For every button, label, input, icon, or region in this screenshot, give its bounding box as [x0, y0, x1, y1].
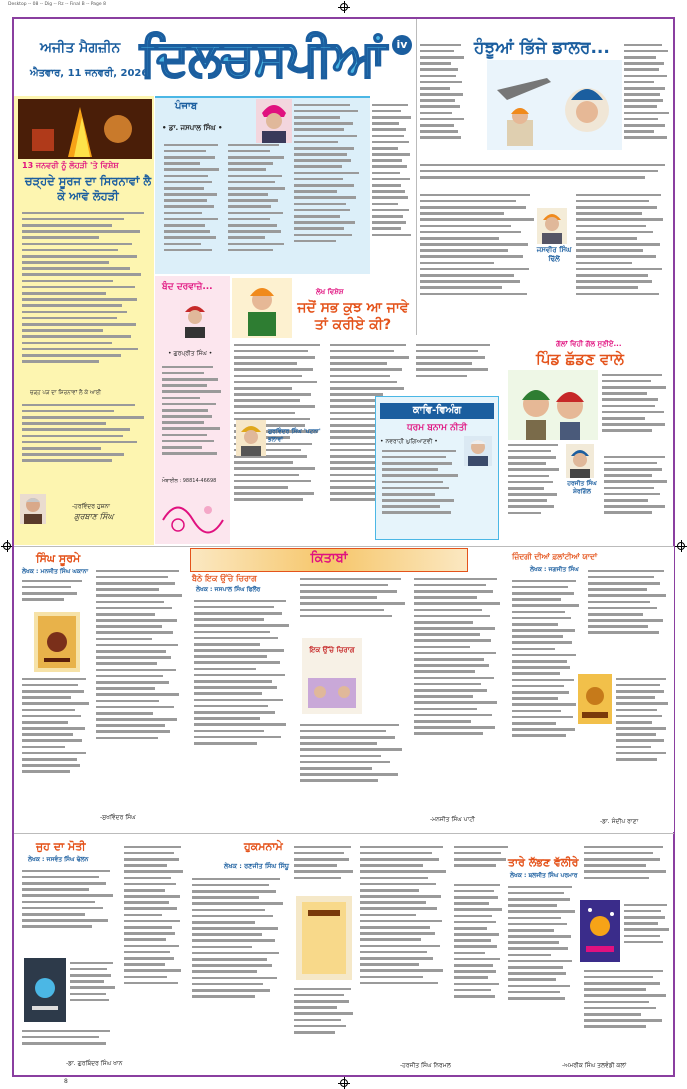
kitab3-author: ਲੇਖਕ : ਜਗਜੀਤ ਸਿੰਘ [530, 566, 579, 573]
hanjuan-illustration [487, 60, 622, 150]
bottom3-title: ਤਾਰੇ ਲੱਭਣ ਵੱਲੀਰੇ [508, 856, 579, 869]
gallan-kicker: ਗੱਲਾਂ ਵਿਹੀ ਗੱਲ ਸੁਣੀਏ... [556, 340, 622, 348]
small-notice-text [416, 340, 496, 392]
bottom2-sign: -ਹਰਜੀਤ ਸਿੰਘ ਨਿਰਮਲ [400, 1062, 451, 1069]
lohri-headline: ਚੜ੍ਹਦੇ ਸੂਰਜ ਦਾ ਸਿਰਨਾਵਾਂ ਲੈ ਕੇ ਆਵੇ ਲੋਹੜੀ [24, 174, 152, 203]
bottom3-body-3 [584, 842, 672, 898]
bottom3-body-5 [584, 966, 672, 1060]
print-slug: Desktop -- 08 -- Dig -- Rz -- Final B -- Page 8 [8, 2, 106, 7]
kaav-vyang-heading: ਕਾਵਿ-ਵਿਅੰਗ [380, 403, 494, 419]
kaav-vyang-poem [382, 446, 462, 536]
kitab1-author: ਲੇਖਕ : ਮਨਜੀਤ ਸਿੰਘ ਘਕਾਨਾ [22, 568, 89, 575]
jado-sabh-author: ਗੁਰਵਿੰਦਰ ਸਿੰਘ 'ਪਟਨਾ' ਭਲਾਵਾਂ [268, 428, 321, 443]
bottom3-lead [454, 842, 514, 878]
page-folio: 8 [64, 1078, 68, 1085]
punjab-poem-col1 [164, 140, 224, 270]
kitab3-sign: -ਡਾ. ਸੰਦੀਪ ਰਾਣਾ [600, 818, 639, 825]
gallan-author: ਹਰਜੀਤ ਸਿੰਘ ਸ਼ੇਰਗਿੱਲ [567, 480, 597, 495]
kitab2-body-4 [414, 574, 504, 814]
lohri-body-text [22, 208, 150, 388]
lohri-author-photo [20, 494, 46, 524]
lohri-author: -ਹਰਵਿੰਦਰ ਹੁਸ਼ਨਾ [72, 503, 111, 510]
page-badge: iv [392, 35, 412, 55]
kitab2-body-2 [300, 574, 410, 636]
bottom3-author: ਲੇਖਕ : ਬਲਜੀਤ ਸਿੰਘ ਪਰਮਾਰ [510, 872, 578, 879]
jado-sabh-author-photo [236, 420, 266, 456]
bottom1-body-2 [70, 958, 118, 1024]
kitab1-body-2 [96, 566, 186, 812]
bottom3-body-2 [454, 880, 504, 1060]
register-mark [338, 1, 350, 13]
kitab2-body-3 [300, 720, 410, 812]
lohri-caption: 13 ਜਨਵਰੀ ਨੂੰ ਲੋਹੜੀ 'ਤੇ ਵਿਸ਼ੇਸ਼ [22, 161, 119, 170]
bottom3-cover [580, 900, 620, 962]
band-darwaje-poem [162, 362, 226, 478]
bottom1-sign: -ਡਾ. ਗੁਰਬਿੰਦਰ ਸਿੰਘ ਖਾਨ [66, 1060, 123, 1067]
hanjuan-col-left [420, 40, 468, 160]
kitab1-body [22, 674, 92, 814]
kitab1-title: ਸਿੰਘ ਸੂਰਮੇ [36, 552, 81, 565]
punjab-poem-col3 [294, 100, 364, 270]
bottom3-body-4 [624, 900, 672, 964]
bottom2-body-2 [294, 842, 356, 894]
punjab-author-photo [256, 99, 292, 143]
punjab-poem-col2 [228, 140, 290, 270]
band-darwaje-author-photo [180, 300, 210, 338]
kitab1-cover [34, 612, 80, 672]
kitab1-meta [22, 576, 92, 612]
bottom1-body-3 [22, 1026, 118, 1058]
bottom2-body-3 [294, 984, 356, 1060]
bottom-divider [14, 833, 674, 834]
hanjuan-body-3 [576, 190, 670, 330]
bottom2-body-4 [360, 842, 450, 1060]
gallan-author-photo [566, 444, 594, 478]
kaav-vyang-author: • ਨਵਰਾਹੀ ਘੁਗਿਆਣਵੀ • [380, 438, 438, 445]
kitaban-banner-title: ਕਿਤਾਬਾਂ [310, 551, 348, 566]
kaav-vyang-subheading: ਧਰਮ ਬਨਾਮ ਨੀਤੀ [407, 423, 467, 433]
masthead-title: ਦਿਲਚਸਪੀਆਂ [140, 29, 386, 87]
band-darwaje-author: • ਗੁਰਪ੍ਰੀਤ ਸਿੰਘ • [168, 350, 213, 357]
bottom3-sign: -ਅਮਰੀਕ ਸਿੰਘ ਤਲਵੰਡੀ ਕਲਾਂ [562, 1062, 627, 1069]
hanjuan-author: ਜਸਵੀਰ ਸਿੰਘ ਢਿੱਲੋਂ [536, 246, 572, 263]
masthead-brand: ਅਜੀਤ ਮੈਗਜ਼ੀਨ [40, 40, 121, 56]
bottom1-title: ਜੁਹ ਦਾ ਮੋਤੀ [36, 840, 86, 853]
kitab1-sign: -ਸੁਖਵਿੰਦਰ ਸਿੰਘ [100, 814, 136, 821]
kitab3-body-1 [512, 576, 582, 812]
bottom1-author: ਲੇਖਕ : ਜਸਵੰਤ ਸਿੰਘ ਢੋਲਨ [28, 856, 89, 863]
band-darwaje-heading: ਬੰਦ ਦਰਵਾਜ਼ੇ... [162, 282, 213, 292]
bottom2-title: ਹੁਕਮਨਾਮੇ [244, 840, 283, 853]
kitab2-sign: -ਮਨਜੀਤ ਸਿੰਘ ਪਾਟੀ [430, 816, 475, 823]
kitab2-cover-title: ਇਕ ਉੱਚੇ ਚਿਰਾਗ [309, 646, 355, 654]
jado-sabh-kicker: ਲੇਖ ਵਿਸ਼ੇਸ਼ [316, 288, 344, 296]
hanjuan-col-right [624, 40, 672, 160]
register-mark [338, 1077, 350, 1089]
punjab-author: • ਡਾ. ਜਸਪਾਲ ਸਿੰਘ • [162, 124, 223, 132]
kitab3-title: ਜ਼ਿੰਦਗੀ ਦੀਆਂ ਫ਼ਲਾਂਟੀਆਂ ਯਾਦਾਂ [512, 552, 598, 561]
decorative-swirl [158, 490, 228, 540]
lohri-author-script: ਗੁਰਬਾਣ ਸਿੰਘ [74, 512, 114, 521]
kitab3-body-3 [616, 674, 672, 812]
lohri-bonfire-photo [18, 99, 152, 159]
bottom2-author: ਲੇਖਕ : ਰਣਜੀਤ ਸਿੰਘ ਸਿੱਧੂ [224, 862, 289, 870]
punjab-heading: ਪੰਜਾਬ [175, 101, 198, 112]
bottom3-body-1 [508, 882, 578, 1060]
bottom2-cover [296, 896, 352, 980]
register-mark [675, 540, 687, 552]
hanjuan-body-2 [420, 190, 540, 330]
hanjuan-heading: ਹੰਝੂਆਂ ਭਿੱਜੇ ਡਾਲਰ... [474, 38, 610, 58]
bottom1-body-1 [22, 866, 118, 956]
jado-sabh-illustration [232, 278, 292, 338]
jado-sabh-headline: ਜਦੋਂ ਸਭ ਕੁਝ ਆ ਜਾਵੇ ਤਾਂ ਕਰੀਏ ਕੀ? [297, 300, 409, 333]
kitab3-cover [578, 674, 612, 724]
bottom2-body-1 [192, 874, 288, 1060]
lohri-refrain: ਚੜ੍ਹ ਪੜ ਦਾ ਸ਼ਿਰਨਾਵਾਂ ਲੈ ਕੇ ਆਈ [30, 390, 101, 396]
mid-column-text [372, 100, 414, 270]
kaav-vyang-author-photo [464, 436, 492, 466]
kitab2-author: ਲੇਖਕ : ਜਸਪਾਲ ਸਿੰਘ ਫਿਲੌਰ [196, 586, 261, 593]
gallan-heading: ਪਿੰਡ ਛੱਡਣ ਵਾਲੇ [536, 350, 624, 368]
bottom1-cover [24, 958, 66, 1022]
hanjuan-author-photo [537, 208, 567, 244]
kitab2-title: ਬੈਠੇ ਇਕ ਉੱਚੇ ਚਿਰਾਗ [192, 574, 257, 583]
kitab2-body-1 [194, 596, 294, 812]
hanjuan-body [420, 160, 670, 190]
kitab3-body-2 [588, 566, 672, 670]
gallan-col-right [602, 370, 672, 450]
gallan-body-left [508, 440, 562, 540]
lohri-body-text-2 [22, 400, 150, 492]
bottom1-body-4 [124, 842, 186, 1058]
masthead-date: ਐਤਵਾਰ, 11 ਜਨਵਰੀ, 2026 [30, 68, 149, 79]
gallan-illustration [508, 370, 598, 440]
gallan-body-right [604, 452, 672, 540]
band-darwaje-phone: ਮੋਬਾਈਲ : 98814-46698 [162, 478, 217, 484]
